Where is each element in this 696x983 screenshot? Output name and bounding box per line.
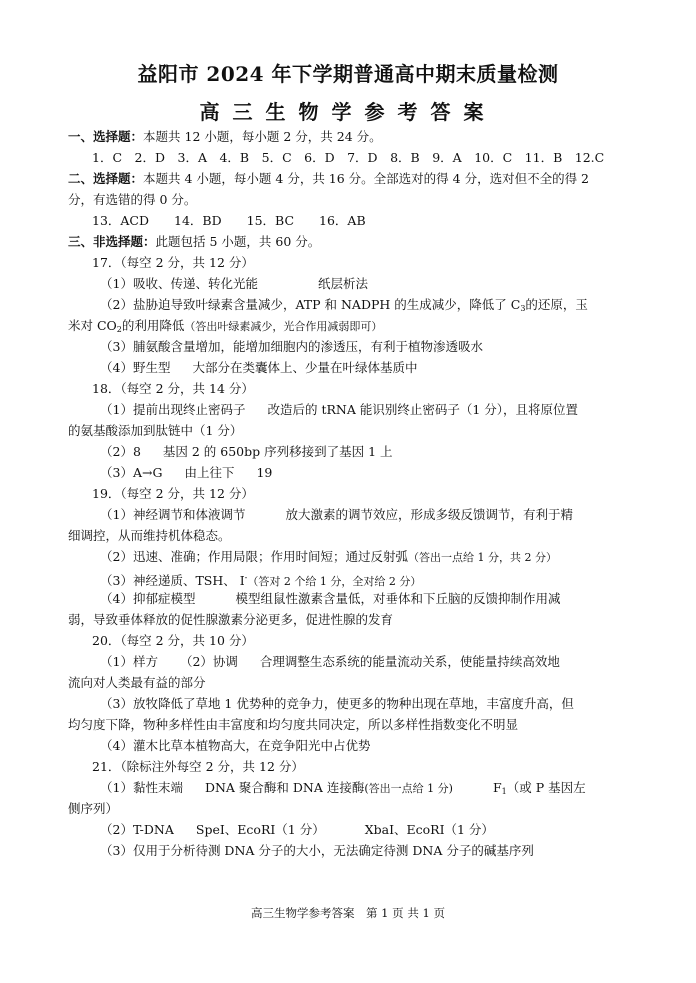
q19-a3-part1: （3）神经递质、TSH、 I (100, 573, 245, 588)
q17-a2-part3: 米对 CO (68, 318, 117, 333)
q17-answer-2-cont (68, 317, 382, 339)
exam-title: 益阳市 2024 年下学期普通高中期末质量检测 (137, 62, 559, 86)
q17-a1-part1: （1）吸收、传递、转化光能 (100, 276, 258, 291)
q19-a3-sup: - (244, 573, 248, 582)
q20-answer-4: （4）灌木比草本植物高大，在竞争阳光中占优势 (100, 738, 371, 753)
q21-header: 21．（除标注外每空 2 分，共 12 分） (92, 759, 304, 774)
section-1-header (68, 128, 382, 146)
section-2-answers: 13．ACD 14．BD 15．BC 16．AB (92, 213, 366, 228)
q17-answer-3: （3）脯氨酸含量增加，能增加细胞内的渗透压，有利于植物渗透吸水 (100, 339, 483, 354)
q21-answer-3: （3）仅用于分析待测 DNA 分子的大小，无法确定待测 DNA 分子的碱基序列 (100, 843, 534, 858)
q17-a2-note: （答出叶绿素减少，光合作用减弱即可） (184, 320, 383, 333)
q21-a1-part1: （1）黏性末端 (100, 780, 183, 795)
q17-a1-part2: 纸层析法 (317, 276, 368, 291)
q20-a1-part2: （2）协调 (179, 654, 238, 669)
section-2-desc: 本题共 4 小题，每小题 4 分，共 16 分。全部选对的得 4 分，选对但不全的得 2 (143, 171, 589, 186)
section-2-desc-cont: 分，有选错的得 0 分。 (68, 192, 197, 207)
q18-a1-part2: 改造后的 tRNA 能识别终止密码子（1 分），且将原位置 (267, 402, 578, 417)
q19-answer-2 (100, 548, 557, 567)
q17-a2-part4: 的利用降低 (121, 318, 185, 333)
q18-a2-part1: （2）8 (100, 444, 141, 459)
q20-answer-1 (100, 653, 560, 671)
q20-answer-3-cont: 均匀度下降，物种多样性由丰富度和均匀度共同决定，所以多样性指数变化不明显 (68, 717, 519, 732)
q21-answer-1-cont: 侧序列） (68, 801, 119, 816)
q17-answer-2 (100, 296, 588, 318)
q17-answer-1 (100, 275, 368, 293)
q18-answer-1-cont: 的氨基酸添加到肽链中（1 分） (68, 423, 243, 438)
q21-a1-sub: 1 (501, 787, 507, 796)
q21-answer-1 (100, 779, 586, 801)
q19-answer-1 (100, 506, 573, 524)
section-1-label: 一、选择题： (68, 129, 144, 144)
q18-a3-part2: 由上往下 (184, 465, 235, 480)
q17-a4-part1: （4）野生型 (100, 360, 171, 375)
q19-a1-part1: （1）神经调节和体液调节 (100, 507, 246, 522)
q18-a2-part2: 基因 2 的 650bp 序列移接到了基因 1 上 (162, 444, 393, 459)
section-2-header (68, 170, 589, 188)
q21-a2-part3: XbaI、EcoRI（1 分） (364, 822, 494, 837)
q17-a4-part2: 大部分在类囊体上、少量在叶绿体基质中 (192, 360, 418, 375)
section-3-desc: 此题包括 5 小题，共 60 分。 (155, 234, 321, 249)
q21-answer-2 (100, 821, 494, 839)
q19-header: 19．（每空 2 分，共 12 分） (92, 486, 254, 501)
q21-a1-part3: F (492, 780, 502, 795)
q18-a3-part3: 19 (256, 465, 273, 480)
q19-a4-part2: 模型组鼠性激素含量低，对垂体和下丘脑的反馈抑制作用减 (235, 591, 561, 606)
q18-a1-part1: （1）提前出现终止密码子 (100, 402, 246, 417)
q19-a3-note: （答对 2 个给 1 分，全对给 2 分） (247, 575, 422, 588)
q18-answer-2 (100, 443, 393, 461)
q20-a1-part3: 合理调整生态系统的能量流动关系，使能量持续高效地 (259, 654, 560, 669)
section-3-header (68, 233, 320, 251)
q21-a1-note: (答出一点给 1 分) (364, 782, 453, 795)
section-1-desc: 本题共 12 小题，每小题 2 分，共 24 分。 (143, 129, 382, 144)
section-1-answers: 1．C 2．D 3．A 4．B 5．C 6．D 7．D 8．B 9．A 10．C 11．B 12.C (92, 150, 605, 165)
page-footer: 高三生物学参考答案 第 1 页 共 1 页 (251, 906, 445, 920)
exam-subtitle: 高三生物学参考答案 (199, 100, 497, 124)
q19-a1-part2: 放大激素的调节效应，形成多级反馈调节，有利于精 (285, 507, 573, 522)
q19-answer-4 (100, 590, 560, 608)
section-2-label: 二、选择题： (68, 171, 144, 186)
q19-answer-3 (100, 569, 421, 591)
q18-answer-1 (100, 401, 578, 419)
q17-a2-part2: 的还原，玉 (525, 297, 588, 312)
section-3-label: 三、非选择题： (68, 234, 156, 249)
q19-a4-part1: （4）抑郁症模型 (100, 591, 196, 606)
q21-a2-part2: SpeI、EcoRI（1 分） (195, 822, 325, 837)
q19-a2-note: （答出一点给 1 分，共 2 分） (407, 551, 557, 564)
q21-a1-part2: DNA 聚合酶和 DNA 连接酶 (204, 780, 365, 795)
q17-a2-sub2: 2 (116, 325, 122, 334)
q20-answer-3: （3）放牧降低了草地 1 优势种的竞争力，使更多的物种出现在草地，丰富度升高，但 (100, 696, 574, 711)
q20-answer-1-cont: 流向对人类最有益的部分 (68, 675, 206, 690)
q18-header: 18．（每空 2 分，共 14 分） (92, 381, 254, 396)
q21-a1-part4: （或 P 基因左 (506, 780, 586, 795)
q20-header: 20．（每空 2 分，共 10 分） (92, 633, 254, 648)
q17-answer-4 (100, 359, 417, 377)
q21-a2-part1: （2）T-DNA (100, 822, 174, 837)
q18-a3-part1: （3）A→G (100, 465, 163, 480)
q20-a1-part1: （1）样方 (100, 654, 158, 669)
q19-answer-4-cont: 弱，导致垂体释放的促性腺激素分泌更多，促进性腺的发育 (68, 612, 394, 627)
q17-header: 17．（每空 2 分，共 12 分） (92, 255, 254, 270)
q19-a2-part1: （2）迅速、准确；作用局限；作用时间短；通过反射弧 (100, 549, 408, 564)
q19-answer-1-cont: 细调控，从而维持机体稳态。 (68, 528, 231, 543)
q17-a2-sub: 3 (520, 304, 526, 313)
q17-a2-part1: （2）盐胁迫导致叶绿素含量减少，ATP 和 NADPH 的生成减少，降低了 C (100, 297, 521, 312)
q18-answer-3 (100, 464, 272, 482)
